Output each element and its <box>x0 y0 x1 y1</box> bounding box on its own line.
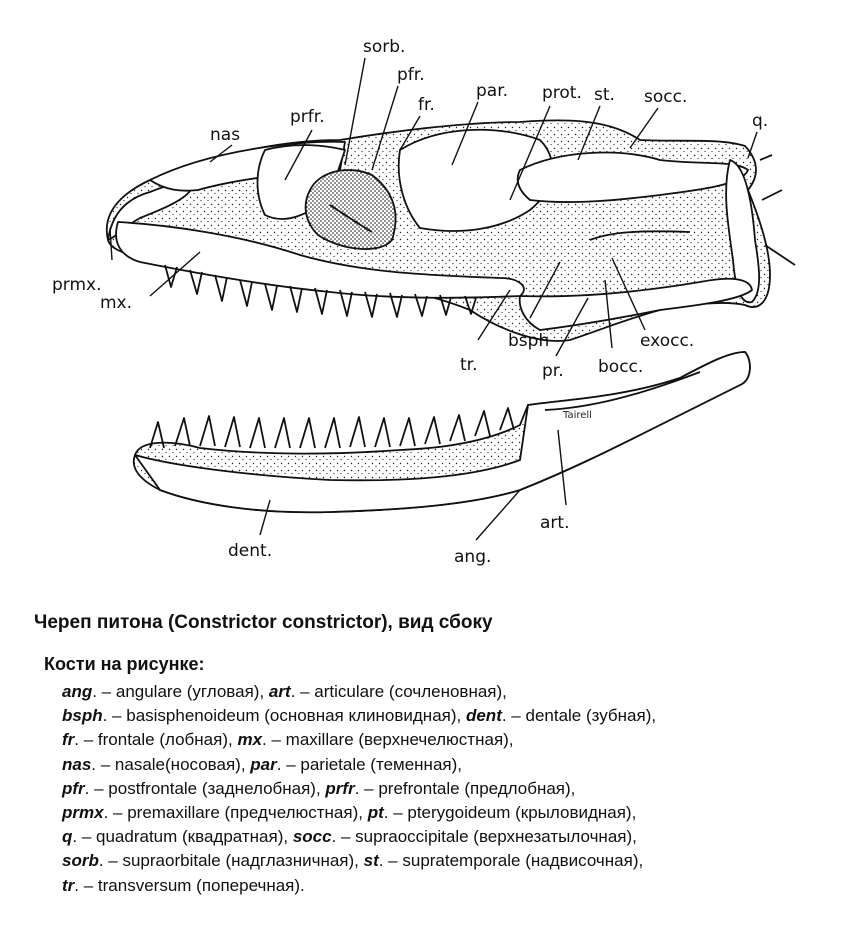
legend-abbr: bsph <box>62 706 103 726</box>
label-pfr: pfr. <box>397 65 425 85</box>
legend-title: Кости на рисунке: <box>44 654 205 674</box>
label-sorb: sorb. <box>363 37 406 57</box>
artist-signature: Tairell <box>563 410 592 421</box>
figure-caption: Череп питона (Constrictor constrictor), вид сбоку <box>34 612 493 633</box>
legend-abbr: par <box>250 754 277 774</box>
label-dent: dent. <box>228 541 273 561</box>
label-socc: socc. <box>644 87 688 107</box>
legend-abbr: pt <box>367 803 384 823</box>
legend-desc: . – frontale (лобная), <box>74 730 238 750</box>
legend-abbr: mx <box>237 730 263 750</box>
label-fr: fr. <box>418 95 435 115</box>
mandible-drawing <box>134 352 750 512</box>
legend-desc: . – nasale(носовая), <box>91 754 251 774</box>
legend-abbr: q <box>62 827 73 847</box>
legend-abbr: sorb <box>62 851 99 871</box>
legend-desc: . – articulare (сочленовная), <box>290 682 507 701</box>
label-prot: prot. <box>542 83 582 103</box>
legend-row <box>62 849 656 873</box>
legend-abbr: st <box>363 851 379 871</box>
legend-desc: . – supraoccipitale (верхнезатылочная), <box>331 827 637 847</box>
legend-desc: . – prefrontale (предлобная), <box>354 778 576 798</box>
legend-abbr: fr <box>62 730 75 750</box>
legend-row <box>62 753 656 777</box>
legend-row <box>62 777 656 801</box>
legend-row <box>62 801 656 825</box>
legend-desc: . – maxillare (верхнечелюстная), <box>262 730 514 750</box>
label-q: q. <box>752 111 769 131</box>
legend-abbr: dent <box>465 706 502 726</box>
legend-row <box>62 728 656 752</box>
label-st: st. <box>594 85 615 105</box>
legend-row <box>62 680 656 704</box>
legend-desc: . – basisphenoideum (основная клиновидная), <box>102 706 466 726</box>
legend-abbr: nas <box>62 754 92 774</box>
label-tr: tr. <box>460 355 478 375</box>
legend-row <box>62 825 656 849</box>
legend-row <box>62 704 656 728</box>
legend-abbr: prfr <box>325 778 355 798</box>
legend-abbr: prmx <box>62 803 104 823</box>
legend-abbr: socc <box>292 827 332 847</box>
legend-desc: . – angulare (угловая), <box>92 682 269 701</box>
legend-desc: . – pterygoideum (крыловидная), <box>383 803 637 823</box>
legend-desc: . – postfrontale (заднелобная), <box>84 778 326 798</box>
legend-desc: . – quadratum (квадратная), <box>72 827 293 847</box>
legend-desc: . – transversum (поперечная). <box>74 875 305 895</box>
label-prfr: prfr. <box>290 107 325 127</box>
legend-row <box>62 874 656 898</box>
label-par: par. <box>476 81 509 101</box>
bone-legend <box>62 680 656 898</box>
legend-desc: . – supraorbitale (надглазничная), <box>98 851 364 871</box>
legend-abbr: tr <box>62 875 75 895</box>
label-prmx: prmx. <box>52 275 102 295</box>
legend-desc: . – dentale (зубная), <box>501 706 657 726</box>
label-art: art. <box>540 513 570 533</box>
label-bsph: bsph <box>508 331 550 351</box>
legend-abbr: ang <box>62 682 93 701</box>
label-exocc: exocc. <box>640 331 695 351</box>
label-nas: nas <box>210 125 241 145</box>
legend-desc: . – supratemporale (надвисочная), <box>378 851 644 871</box>
label-bocc: bocc. <box>598 357 644 377</box>
label-ang: ang. <box>454 547 492 567</box>
legend-desc: . – parietale (теменная), <box>276 754 462 774</box>
label-pr: pr. <box>542 361 564 381</box>
legend-desc: . – premaxillare (предчелюстная), <box>103 803 368 823</box>
label-mx: mx. <box>100 293 133 313</box>
legend-abbr: pfr <box>62 778 85 798</box>
cranium-drawing <box>107 120 795 341</box>
legend-abbr: art <box>268 682 291 701</box>
